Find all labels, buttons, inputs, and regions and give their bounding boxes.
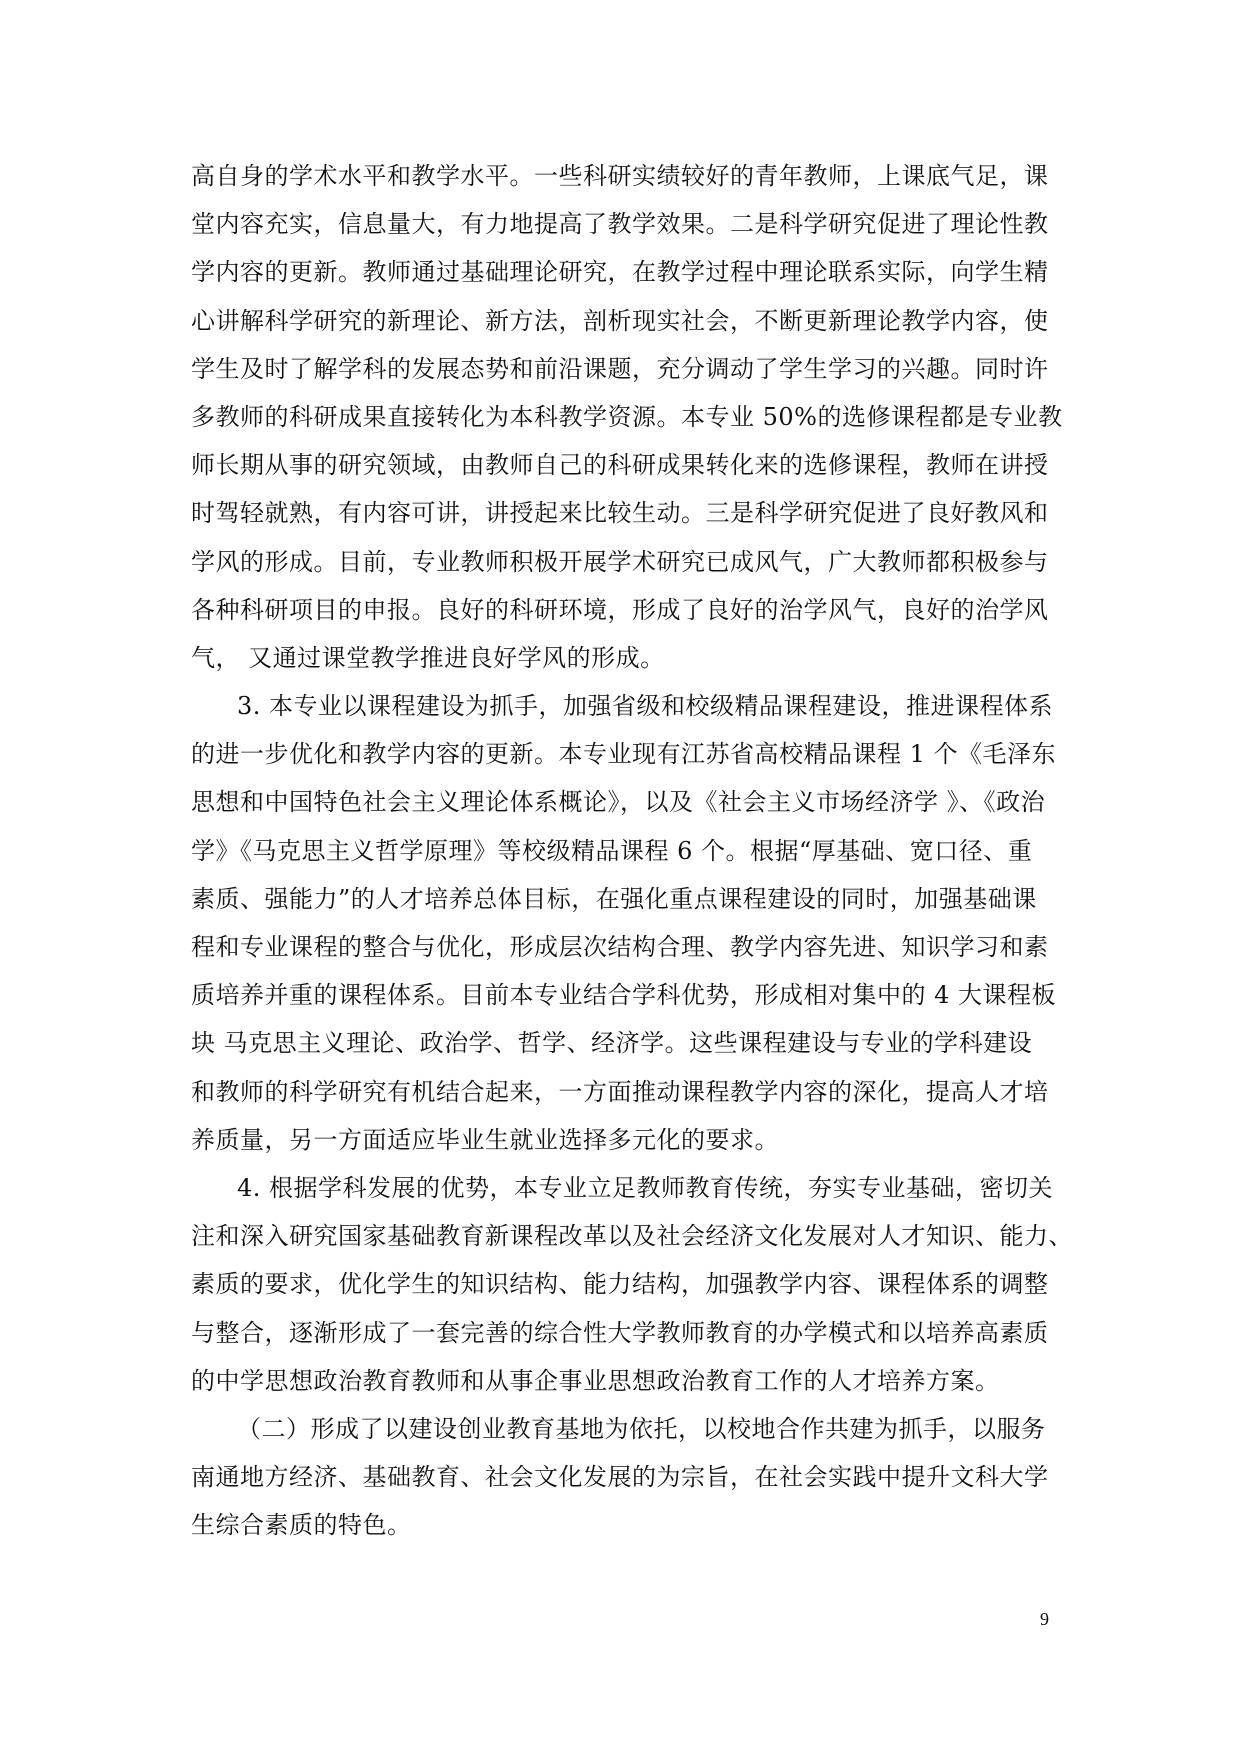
paragraph-start-line: 3. 本专业以课程建设为抓手，加强省级和校级精品课程建设，推进课程体系 [237,692,1054,721]
text-line: 心讲解科学研究的新理论、新方法，剖析现实社会，不断更新理论教学内容，使 [191,306,1049,335]
text-line: 学》《马克思主义哲学原理》等校级精品课程 6 个。根据“厚基础、宽口径、重 [191,836,1033,865]
text-line: 注和深入研究国家基础教育新课程改革以及社会经济文化发展对人才知识、能力、 [191,1222,1073,1251]
text-line: 师长期从事的研究领域，由教师自己的科研成果转化来的选修课程，教师在讲授 [191,451,1049,480]
paragraph-start-line: 4. 根据学科发展的优势，本专业立足教师教育传统，夯实专业基础，密切关 [237,1173,1054,1202]
text-line: 质培养并重的课程体系。目前本专业结合学科优势，形成相对集中的 4 大课程板 [191,981,1057,1010]
text-line: 和教师的科学研究有机结合起来，一方面推动课程教学内容的深化，提高人才培 [191,1077,1049,1106]
text-line: 的进一步优化和教学内容的更新。本专业现有江苏省高校精品课程 1 个《毛泽东 [191,740,1057,769]
text-line: 思想和中国特色社会主义理论体系概论》，以及《社会主义市场经济学 》、《政治 [191,788,1046,817]
text-line: 时驾轻就熟，有内容可讲，讲授起来比较生动。三是科学研究促进了良好教风和 [191,499,1049,528]
text-line: 堂内容充实，信息量大，有力地提高了教学效果。二是科学研究促进了理论性教 [191,210,1049,239]
text-line: 学生及时了解学科的发展态势和前沿课题，充分调动了学生学习的兴趣。同时许 [191,354,1049,383]
document-body [191,152,1073,1549]
section-heading-line: （二）形成了以建设创业教育基地为依托，以校地合作共建为抓手，以服务 [237,1414,1046,1443]
text-line: 与整合，逐渐形成了一套完善的综合性大学教师教育的办学模式和以培养高素质 [191,1318,1049,1347]
text-line: 生综合素质的特色。 [191,1511,412,1540]
text-line: 的中学思想政治教育教师和从事企事业思想政治教育工作的人才培养方案。 [191,1366,1000,1395]
text-line: 素质的要求，优化学生的知识结构、能力结构，加强教学内容、课程体系的调整 [191,1270,1049,1299]
text-line: 学风的形成。目前，专业教师积极开展学术研究已成风气，广大教师都积极参与 [191,547,1049,576]
text-line: 学内容的更新。教师通过基础理论研究，在教学过程中理论联系实际，向学生精 [191,258,1049,287]
text-line: 块 马克思主义理论、政治学、哲学、经济学。这些课程建设与专业的学科建设 [191,1029,1033,1058]
page-number: 9 [1040,1609,1049,1629]
text-line: 高自身的学术水平和教学水平。一些科研实绩较好的青年教师，上课底气足，课 [191,162,1049,190]
text-line: 素质、强能力”的人才培养总体目标，在强化重点课程建设的同时，加强基础课 [191,884,1037,913]
text-line: 各种科研项目的申报。良好的科研环境，形成了良好的治学风气，良好的治学风 [191,595,1049,624]
text-line: 气， 又通过课堂教学推进良好学风的形成。 [191,643,665,672]
text-line: 南通地方经济、基础教育、社会文化发展的为宗旨，在社会实践中提升文科大学 [191,1463,1049,1492]
text-line: 养质量，另一方面适应毕业生就业选择多元化的要求。 [191,1125,779,1154]
text-line: 多教师的科研成果直接转化为本科教学资源。本专业 50%的选修课程都是专业教 [191,402,1063,431]
text-line: 程和专业课程的整合与优化，形成层次结构合理、教学内容先进、知识学习和素 [191,933,1049,961]
